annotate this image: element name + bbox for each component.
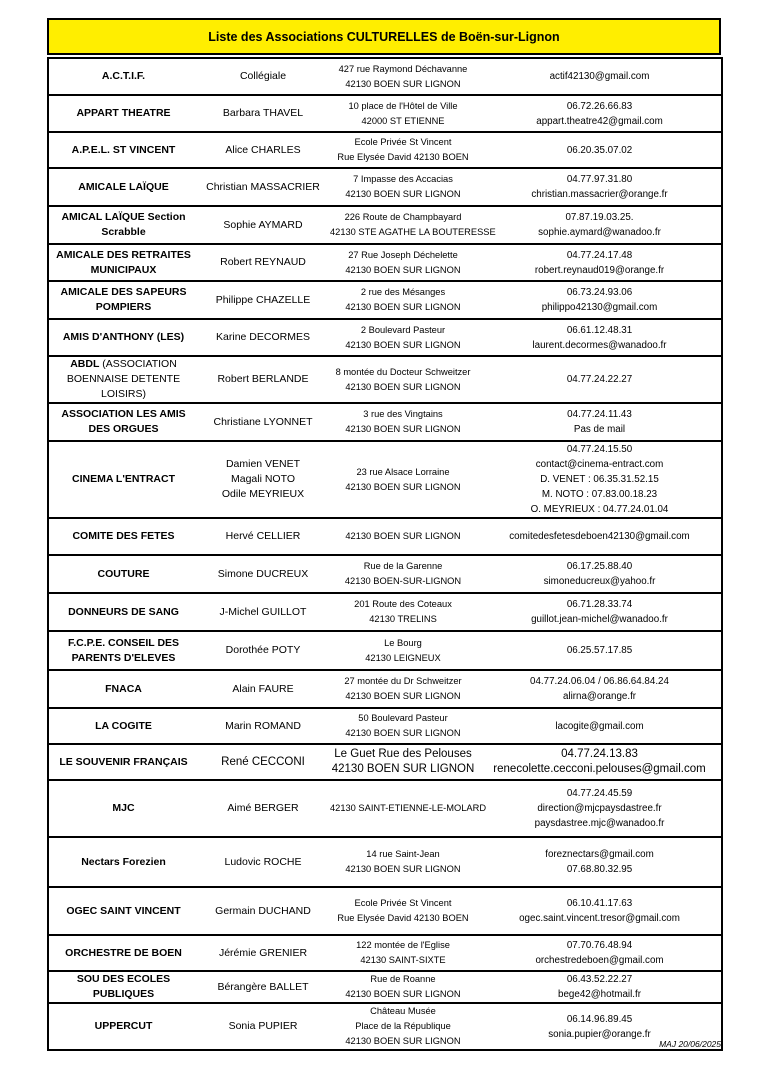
association-name-text: APPART THEATRE: [76, 107, 171, 119]
page-title: Liste des Associations CULTURELLES de Boën-sur-Lignon: [47, 18, 721, 55]
association-row: [48, 58, 722, 95]
contact-person-line: Alain FAURE: [232, 682, 294, 695]
contact-info-line: philippo42130@gmail.com: [541, 302, 658, 313]
contact-info-cell: [478, 518, 722, 555]
contact-person-cell: [198, 518, 328, 555]
association-name-text: ABDL: [70, 358, 100, 370]
contact-info-line: M. NOTO : 07.83.00.18.23: [541, 489, 658, 500]
contact-info-line: 04.77.24.17.48: [566, 249, 633, 261]
contact-person-line: Damien VENET: [225, 458, 301, 470]
contact-person-line: Sonia PUPIER: [228, 1020, 298, 1032]
contact-person-line: Jérémie GRENIER: [218, 946, 308, 959]
association-name-text: LA COGITE: [95, 719, 152, 732]
contact-info-line: sonia.pupier@orange.fr: [548, 1028, 651, 1040]
contact-person-line: Germain DUCHAND: [215, 904, 311, 917]
address-line: 42130 BOEN SUR LIGNON: [345, 531, 461, 541]
address-cell: [328, 206, 496, 244]
address-cell: [328, 971, 478, 1003]
address-line: 27 montée du Dr Schweitzer: [344, 676, 462, 686]
contact-info-line: sophie.aymard@wanadoo.fr: [538, 227, 661, 238]
contact-info-cell: [478, 670, 722, 708]
association-name-text: AMICAL LAÏQUE Section Scrabble: [61, 211, 186, 238]
contact-info-cell: [478, 837, 722, 887]
contact-info-cell: [478, 441, 722, 518]
association-row: [48, 403, 722, 441]
association-name: [48, 670, 198, 708]
contact-info-line: 06.61.12.48.31: [566, 324, 633, 336]
contact-info-line: guillot.jean-michel@wanadoo.fr: [531, 614, 668, 625]
association-name-text: ASSOCIATION LES AMIS DES ORGUES: [61, 408, 186, 435]
association-name-text: MJC: [112, 802, 135, 814]
contact-info-line: 06.72.26.66.83: [566, 100, 633, 112]
address-cell: [328, 780, 487, 837]
contact-info-cell: [478, 403, 722, 441]
address-cell: [328, 356, 478, 403]
address-line: 42130 BOEN SUR LIGNON: [345, 339, 461, 350]
contact-person-line: Odile MEYRIEUX: [221, 488, 305, 500]
contact-info-line: 06.14.96.89.45: [566, 1013, 633, 1025]
contact-info-cell: [478, 744, 722, 780]
address-line: 122 montée de l'Eglise: [356, 940, 450, 950]
contact-person-cell: [198, 58, 328, 95]
contact-info-line: 04.77.24.13.83: [561, 748, 638, 760]
association-row: [48, 631, 722, 670]
update-date: MAJ 20/06/2025: [659, 1039, 721, 1049]
address-line: 42130 BOEN SUR LIGNON: [345, 189, 461, 199]
association-row: [48, 206, 722, 244]
address-cell: [328, 670, 478, 708]
address-line: Rue Elysée David 42130 BOEN: [337, 152, 469, 162]
contact-info-line: 04.77.24.15.50: [566, 444, 633, 455]
address-line: 42130 BOEN SUR LIGNON: [345, 691, 461, 701]
contact-person-cell: [198, 441, 328, 518]
address-cell: [328, 132, 478, 168]
contact-person-line: Sophie AYMARD: [223, 218, 303, 231]
contact-info-line: O. MEYRIEUX : 04.77.24.01.04: [530, 504, 669, 515]
contact-info-line: 06.73.24.93.06: [566, 287, 633, 298]
address-line: 27 Rue Joseph Déchelette: [348, 249, 458, 260]
contact-person-line: Barbara THAVEL: [222, 107, 304, 119]
contact-person-cell: [198, 837, 328, 887]
association-name: [48, 168, 198, 206]
association-name-text: AMICALE DES SAPEURS POMPIERS: [60, 286, 187, 313]
contact-info-cell: [478, 780, 722, 837]
address-line: 42130 BOEN SUR LIGNON: [345, 264, 461, 275]
association-name-text: DONNEURS DE SANG: [68, 605, 179, 618]
contact-info-line: 06.25.57.17.85: [566, 645, 633, 656]
contact-info-line: actif42130@gmail.com: [549, 71, 650, 82]
address-cell: [328, 319, 478, 356]
contact-info-line: 04.77.24.06.04 / 06.86.64.84.24: [530, 676, 669, 687]
association-row: [48, 441, 722, 518]
contact-person-line: Marin ROMAND: [225, 719, 301, 732]
contact-info-line: orchestredeboen@gmail.com: [535, 955, 664, 966]
association-name: [48, 780, 198, 837]
address-cell: [328, 244, 478, 281]
association-row: [48, 1003, 722, 1050]
association-name: [48, 593, 198, 631]
contact-info-line: bege42@hotmail.fr: [558, 989, 641, 1000]
address-line: 2 rue des Mésanges: [360, 287, 446, 297]
contact-person-line: Philippe CHAZELLE: [215, 293, 311, 306]
association-name: [48, 971, 198, 1003]
association-name: [48, 518, 198, 555]
association-row: [48, 971, 722, 1003]
contact-person-cell: [198, 670, 328, 708]
contact-info-line: 04.77.24.22.27: [566, 374, 633, 385]
contact-person-line: Christiane LYONNET: [213, 415, 313, 428]
contact-info-line: 06.20.35.07.02: [566, 144, 633, 156]
address-line: 2 Boulevard Pasteur: [360, 324, 446, 335]
address-line: 42130 BOEN SUR LIGNON: [345, 1036, 461, 1046]
association-name-text: AMIS D'ANTHONY (LES): [62, 331, 185, 343]
association-name-text: AMICALE DES RETRAITES MUNICIPAUX: [56, 248, 191, 276]
contact-info-line: laurent.decormes@wanadoo.fr: [532, 339, 667, 351]
contact-info-cell: [478, 971, 722, 1003]
address-cell: [328, 403, 478, 441]
address-line: 427 rue Raymond Déchavanne: [338, 63, 468, 74]
address-line: 42130 SAINT-ETIENNE-LE-MOLARD: [330, 803, 487, 813]
association-name: [48, 1003, 198, 1050]
contact-person-cell: [198, 555, 328, 593]
association-row: [48, 837, 722, 887]
association-name: [48, 244, 198, 281]
contact-person-cell: [198, 168, 328, 206]
association-name-text: COUTURE: [97, 567, 150, 580]
address-cell: [328, 887, 478, 935]
association-name: [48, 935, 198, 971]
contact-person-cell: [198, 281, 328, 319]
association-row: [48, 708, 722, 744]
address-line: 42130 BOEN SUR LIGNON: [345, 302, 461, 312]
association-name: [48, 744, 198, 780]
contact-info-cell: [478, 319, 722, 356]
contact-person-cell: [198, 244, 328, 281]
association-name-text: CINEMA L'ENTRACT: [71, 473, 176, 485]
address-cell: [328, 593, 478, 631]
associations-table: [47, 57, 723, 1051]
association-row: [48, 780, 722, 837]
address-line: Ecole Privée St Vincent: [354, 898, 452, 908]
address-line: Rue de Roanne: [370, 974, 436, 984]
contact-person-line: Karine DECORMES: [216, 331, 310, 343]
contact-person-cell: [198, 132, 328, 168]
address-cell: [328, 935, 478, 971]
association-name-text: FNACA: [105, 682, 142, 695]
address-line: 42130 STE AGATHE LA BOUTERESSE: [330, 227, 496, 237]
address-line: Le Guet Rue des Pelouses: [334, 748, 472, 760]
association-name: [48, 281, 198, 319]
contact-info-line: lacogite@gmail.com: [555, 720, 644, 732]
contact-person-line: Robert REYNAUD: [220, 256, 306, 268]
contact-person-line: Magali NOTO: [231, 473, 295, 485]
address-line: Place de la République: [355, 1021, 451, 1031]
contact-person-cell: [198, 95, 328, 132]
association-row: [48, 244, 722, 281]
contact-info-line: ogec.saint.vincent.tresor@gmail.com: [519, 913, 680, 924]
contact-person-line: Collégiale: [239, 70, 287, 82]
contact-info-cell: [478, 244, 722, 281]
contact-info-line: 06.17.25.88.40: [566, 561, 633, 572]
contact-person-line: Christian MASSACRIER: [206, 180, 320, 193]
address-line: 42130 BOEN SUR LIGNON: [345, 78, 461, 89]
contact-info-line: Pas de mail: [573, 424, 626, 435]
address-cell: [328, 168, 478, 206]
association-row: [48, 281, 722, 319]
address-line: 42130 BOEN SUR LIGNON: [345, 381, 461, 392]
contact-person-cell: [198, 971, 328, 1003]
contact-person-cell: [198, 887, 328, 935]
association-name-text: LE SOUVENIR FRANÇAIS: [59, 755, 188, 768]
contact-info-line: comitedesfetesdeboen42130@gmail.com: [509, 531, 690, 542]
address-line: 42130 LEIGNEUX: [365, 652, 441, 663]
association-row: [48, 670, 722, 708]
association-row: [48, 356, 722, 403]
contact-person-line: Hervé CELLIER: [225, 530, 301, 542]
association-row: [48, 95, 722, 132]
address-line: 42130 BOEN SUR LIGNON: [345, 424, 461, 434]
address-cell: [328, 631, 478, 670]
contact-info-cell: [478, 631, 722, 670]
address-cell: [328, 555, 478, 593]
contact-info-line: alirna@orange.fr: [562, 691, 637, 702]
association-name: [48, 555, 198, 593]
association-name: [48, 631, 198, 670]
contact-person-cell: [198, 206, 328, 244]
association-name: [48, 356, 198, 403]
address-line: 7 Impasse des Accacias: [353, 174, 453, 184]
contact-person-cell: [198, 631, 328, 670]
address-cell: [328, 837, 478, 887]
association-name-text: F.C.P.E. CONSEIL DES PARENTS D'ELEVES: [67, 636, 180, 664]
association-name-text: Nectars Forezien: [81, 855, 166, 868]
contact-person-line: Bérangère BALLET: [217, 980, 309, 993]
association-name-text: SOU DES ECOLES PUBLIQUES: [76, 973, 171, 1000]
address-cell: [328, 708, 478, 744]
association-row: [48, 935, 722, 971]
address-cell: [328, 281, 478, 319]
association-name-text: AMICALE LAÏQUE: [78, 180, 169, 193]
address-line: 3 rue des Vingtains: [363, 409, 443, 419]
contact-person-line: Ludovic ROCHE: [224, 855, 302, 868]
address-line: 42130 BOEN SUR LIGNON: [331, 763, 475, 775]
address-line: Rue de la Garenne: [363, 561, 443, 571]
address-line: Le Bourg: [384, 637, 422, 648]
associations-table-body: [48, 58, 722, 1050]
contact-info-cell: [478, 281, 722, 319]
contact-person-cell: [198, 356, 328, 403]
association-name: [48, 132, 198, 168]
address-line: Château Musée: [370, 1006, 436, 1016]
association-name-text: ORCHESTRE DE BOEN: [65, 946, 182, 959]
association-name: [48, 403, 198, 441]
association-row: [48, 132, 722, 168]
contact-info-cell: [478, 168, 722, 206]
association-name: [48, 708, 198, 744]
address-cell: [328, 58, 478, 95]
contact-person-line: Simone DUCREUX: [217, 567, 309, 580]
contact-person-line: René CECCONI: [221, 755, 305, 768]
contact-info-cell: [478, 356, 722, 403]
address-line: 42130 TRELINS: [369, 614, 437, 624]
address-line: 8 montée du Docteur Schweitzer: [335, 366, 471, 377]
address-line: Rue Elysée David 42130 BOEN: [337, 913, 469, 923]
contact-info-cell: [478, 58, 722, 95]
contact-info-line: 04.77.24.11.43: [567, 409, 632, 420]
contact-info-line: D. VENET : 06.35.31.52.15: [540, 474, 659, 485]
contact-info-line: 07.68.80.32.95: [566, 864, 633, 875]
contact-info-cell: [478, 132, 722, 168]
contact-info-cell: [478, 555, 722, 593]
contact-info-line: 06.71.28.33.74: [566, 599, 633, 610]
association-name-text: A.C.T.I.F.: [101, 70, 146, 82]
association-row: [48, 168, 722, 206]
contact-person-cell: [198, 780, 328, 837]
address-line: Ecole Privée St Vincent: [354, 137, 452, 147]
address-cell: [328, 744, 478, 780]
contact-person-cell: [198, 593, 328, 631]
address-line: 42130 SAINT-SIXTE: [360, 955, 446, 965]
address-line: 23 rue Alsace Lorraine: [356, 466, 450, 477]
association-name: [48, 319, 198, 356]
contact-info-cell: [478, 887, 722, 935]
contact-person-cell: [198, 935, 328, 971]
address-cell: [328, 1003, 478, 1050]
contact-person-line: Alice CHARLES: [225, 143, 301, 156]
contact-info-line: renecolette.cecconi.pelouses@gmail.com: [493, 763, 706, 775]
contact-info-line: 06.10.41.17.63: [566, 898, 633, 909]
contact-person-cell: [198, 319, 328, 356]
contact-info-line: christian.massacrier@orange.fr: [531, 189, 668, 200]
document-page: [47, 18, 721, 1051]
address-line: 42130 BOEN-SUR-LIGNON: [344, 576, 462, 586]
association-row: [48, 593, 722, 631]
association-name-text: UPPERCUT: [94, 1020, 153, 1032]
contact-info-line: 07.70.76.48.94: [566, 940, 633, 951]
association-name: [48, 58, 198, 95]
association-name: [48, 206, 198, 244]
address-line: 42000 ST ETIENNE: [361, 115, 445, 126]
contact-person-cell: [198, 744, 328, 780]
address-line: 42130 BOEN SUR LIGNON: [345, 728, 461, 738]
contact-info-line: robert.reynaud019@orange.fr: [534, 264, 665, 276]
association-name: [48, 95, 198, 132]
association-row: [48, 744, 722, 780]
association-row: [48, 887, 722, 935]
contact-info-line: 04.77.97.31.80: [566, 174, 633, 185]
contact-info-line: contact@cinema-entract.com: [535, 459, 664, 470]
association-row: [48, 518, 722, 555]
association-name-text: A.P.E.L. ST VINCENT: [71, 143, 176, 156]
contact-info-cell: [478, 95, 722, 132]
contact-person-cell: [198, 708, 328, 744]
contact-info-line: 04.77.24.45.59: [566, 788, 633, 799]
contact-person-cell: [198, 1003, 328, 1050]
address-cell: [328, 441, 478, 518]
contact-info-line: direction@mjcpaysdastree.fr: [537, 803, 662, 814]
association-row: [48, 555, 722, 593]
contact-person-line: J-Michel GUILLOT: [219, 605, 307, 618]
address-line: 42130 BOEN SUR LIGNON: [345, 864, 461, 874]
association-name: [48, 837, 198, 887]
contact-info-line: 07.87.19.03.25.: [565, 212, 634, 223]
address-line: 14 rue Saint-Jean: [366, 849, 440, 859]
association-name: [48, 887, 198, 935]
association-name: [48, 441, 198, 518]
association-row: [48, 319, 722, 356]
address-line: 201 Route des Coteaux: [354, 599, 452, 609]
contact-info-cell: [478, 708, 722, 744]
association-name-extra: (ASSOCIATION BOENNAISE DETENTE LOISIRS): [66, 358, 181, 400]
address-line: 42130 BOEN SUR LIGNON: [345, 989, 461, 999]
address-line: 42130 BOEN SUR LIGNON: [345, 481, 461, 492]
contact-person-line: Aimé BERGER: [227, 802, 299, 814]
address-line: 50 Boulevard Pasteur: [358, 713, 448, 723]
contact-info-line: 06.43.52.22.27: [566, 974, 633, 985]
contact-info-line: paysdastree.mjc@wanadoo.fr: [534, 818, 665, 829]
contact-person-line: Dorothée POTY: [225, 644, 301, 656]
address-cell: [328, 95, 478, 132]
contact-info-line: appart.theatre42@gmail.com: [536, 115, 663, 127]
association-name-text: COMITE DES FETES: [72, 530, 175, 542]
address-line: 10 place de l'Hôtel de Ville: [348, 100, 458, 111]
contact-person-cell: [198, 403, 328, 441]
contact-info-cell: [478, 935, 722, 971]
contact-info-line: simoneducreux@yahoo.fr: [543, 576, 656, 587]
contact-person-line: Robert BERLANDE: [217, 373, 309, 385]
association-name-text: OGEC SAINT VINCENT: [66, 904, 181, 917]
contact-info-line: foreznectars@gmail.com: [545, 849, 654, 860]
contact-info-cell: [478, 593, 722, 631]
address-cell: [328, 518, 478, 555]
contact-info-cell: [478, 206, 722, 244]
address-line: 226 Route de Champbayard: [344, 212, 462, 222]
